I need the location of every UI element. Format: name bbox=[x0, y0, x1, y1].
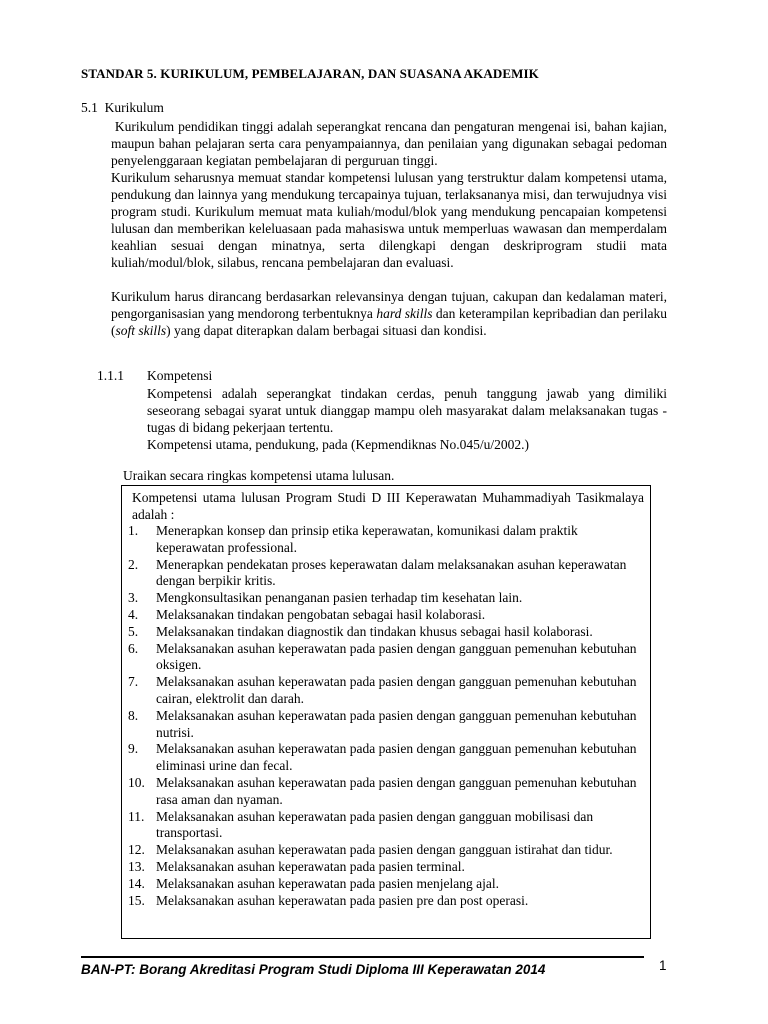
competency-item-number: 13. bbox=[128, 858, 145, 874]
kompetensi-reference: Kompetensi utama, pendukung, pada (Kepmendiknas No.045/u/2002.) bbox=[147, 437, 530, 452]
competency-item-text: Mengkonsultasikan penanganan pasien terhadap tim kesehatan lain. bbox=[156, 590, 523, 606]
competency-item-number: 8. bbox=[128, 707, 139, 723]
competency-item-text: Melaksanakan tindakan diagnostik dan tindakan khusus sebagai hasil kolaborasi. bbox=[156, 623, 593, 639]
competency-item bbox=[128, 842, 648, 859]
competency-item bbox=[128, 775, 648, 809]
competency-intro: Kompetensi utama lulusan Program Studi D III Keperawatan Muhammadiyah Tasikmalaya adalah : bbox=[132, 490, 644, 522]
competency-item-number: 7. bbox=[128, 674, 139, 690]
competency-item-number: 3. bbox=[128, 590, 139, 606]
competency-item-number: 6. bbox=[128, 640, 139, 656]
competency-item bbox=[128, 641, 648, 675]
competency-item-number: 2. bbox=[128, 556, 139, 572]
footer-text: BAN-PT: Borang Akreditasi Program Studi Diploma III Keperawatan 2014 bbox=[81, 962, 546, 977]
section-paragraph-3: Kurikulum harus dirancang berdasarkan relevansinya dengan tujuan, cakupan dan kedalaman materi, pengorganisasian yang mendorong terbentuknya hard skills dan keterampilan kepribadian dan perilaku (soft skills) yang dapat diterapkan dalam berbagai situasi dan kondisi. bbox=[111, 289, 667, 338]
competency-item-text: Melaksanakan asuhan keperawatan pada pasien dengan gangguan pemenuhan kebutuhan nutrisi. bbox=[156, 707, 637, 740]
competency-item bbox=[128, 876, 648, 893]
competency-item bbox=[128, 590, 648, 607]
page-number: 1 bbox=[659, 958, 667, 973]
competency-item bbox=[128, 893, 648, 910]
instruction-text: Uraikan secara ringkas kompetensi utama lulusan. bbox=[123, 468, 395, 483]
kompetensi-definition: Kompetensi adalah seperangkat tindakan cerdas, penuh tanggung jawab yang dimiliki seseorang sebagai syarat untuk dianggap mampu oleh masyarakat dalam melaksanakan tugas - tugas di bidang pekerjaan tertentu. bbox=[147, 386, 667, 435]
competency-item-text: Melaksanakan asuhan keperawatan pada pasien dengan gangguan pemenuhan kebutuhan rasa aman dan nyaman. bbox=[156, 774, 637, 807]
competency-item-text: Melaksanakan tindakan pengobatan sebagai hasil kolaborasi. bbox=[156, 606, 486, 622]
competency-item-number: 5. bbox=[128, 623, 139, 639]
footer-divider bbox=[81, 956, 644, 958]
competency-item-text: Melaksanakan asuhan keperawatan pada pasien dengan gangguan mobilisasi dan transportasi. bbox=[156, 808, 594, 841]
soft-skills-term: soft skills bbox=[115, 323, 167, 338]
subsection-number: 1.1.1 bbox=[97, 368, 124, 383]
competency-item-text: Melaksanakan asuhan keperawatan pada pasien dengan gangguan istirahat dan tidur. bbox=[156, 842, 613, 858]
competency-item-text: Melaksanakan asuhan keperawatan pada pasien menjelang ajal. bbox=[156, 875, 499, 891]
section-title: Kurikulum bbox=[104, 100, 164, 115]
competency-item-number: 12. bbox=[128, 842, 145, 858]
hard-skills-term: hard skills bbox=[376, 306, 433, 321]
subsection-heading bbox=[97, 368, 212, 384]
subsection-title: Kompetensi bbox=[147, 368, 213, 383]
competency-item-text: Melaksanakan asuhan keperawatan pada pasien terminal. bbox=[156, 858, 465, 874]
competency-item bbox=[128, 859, 648, 876]
competency-item-number: 15. bbox=[128, 892, 145, 908]
competency-item bbox=[128, 741, 648, 775]
competency-item bbox=[128, 607, 648, 624]
competency-item bbox=[128, 523, 648, 557]
competency-item-number: 14. bbox=[128, 875, 145, 891]
competency-item-text: Melaksanakan asuhan keperawatan pada pasien dengan gangguan pemenuhan kebutuhan oksigen. bbox=[156, 640, 637, 673]
competency-item bbox=[128, 708, 648, 742]
competency-item bbox=[128, 624, 648, 641]
competency-item-text: Menerapkan pendekatan proses keperawatan dalam melaksanakan asuhan keperawatan dengan berpikir kritis. bbox=[156, 556, 627, 589]
competency-item-text: Melaksanakan asuhan keperawatan pada pasien pre dan post operasi. bbox=[156, 892, 529, 908]
section-paragraph-2: Kurikulum seharusnya memuat standar kompetensi lulusan yang terstruktur dalam kompetensi utama, pendukung dan lainnya yang mendukung tercapainya tujuan, terlaksananya misi, dan terwujudnya visi program studi. Kurikulum memuat mata kuliah/modul/blok yang mendukung pencapaian kompetensi lulusan dan memberikan keleluasaan pada mahasiswa untuk memperluas wawasan dan memperdalam keahlian sesuai dengan minatnya, serta dilengkapi dengan deskriprogram studii mata kuliah/modul/blok, silabus, rencana pembelajaran dan evaluasi. bbox=[111, 170, 667, 270]
section-number: 5.1 bbox=[81, 100, 98, 115]
competency-item bbox=[128, 809, 648, 843]
competency-item-text: Menerapkan konsep dan prinsip etika keperawatan, komunikasi dalam praktik keperawatan professional. bbox=[156, 523, 578, 555]
page-title: STANDAR 5. KURIKULUM, PEMBELAJARAN, DAN SUASANA AKADEMIK bbox=[81, 66, 539, 81]
competency-item-text: Melaksanakan asuhan keperawatan pada pasien dengan gangguan pemenuhan kebutuhan eliminasi urine dan fecal. bbox=[156, 741, 637, 774]
competency-list bbox=[128, 523, 648, 909]
competency-box bbox=[121, 485, 651, 939]
competency-item bbox=[128, 674, 648, 708]
competency-item-number: 1. bbox=[128, 523, 139, 538]
competency-item-number: 10. bbox=[128, 774, 145, 790]
competency-item bbox=[128, 557, 648, 591]
section-heading bbox=[81, 100, 164, 116]
competency-item-number: 4. bbox=[128, 606, 139, 622]
competency-item-number: 11. bbox=[128, 808, 145, 824]
section-paragraph-1: Kurikulum pendidikan tinggi adalah seperangkat rencana dan pengaturan mengenai isi, bahan kajian, maupun bahan pelajaran serta cara penyampaiannya, dan penilaian yang digunakan sebagai pedoman penyelenggaraan kegiatan pembelajaran di perguruan tinggi. bbox=[111, 119, 668, 168]
competency-item-number: 9. bbox=[128, 741, 139, 757]
competency-item-text: Melaksanakan asuhan keperawatan pada pasien dengan gangguan pemenuhan kebutuhan cairan, elektrolit dan darah. bbox=[156, 674, 637, 706]
